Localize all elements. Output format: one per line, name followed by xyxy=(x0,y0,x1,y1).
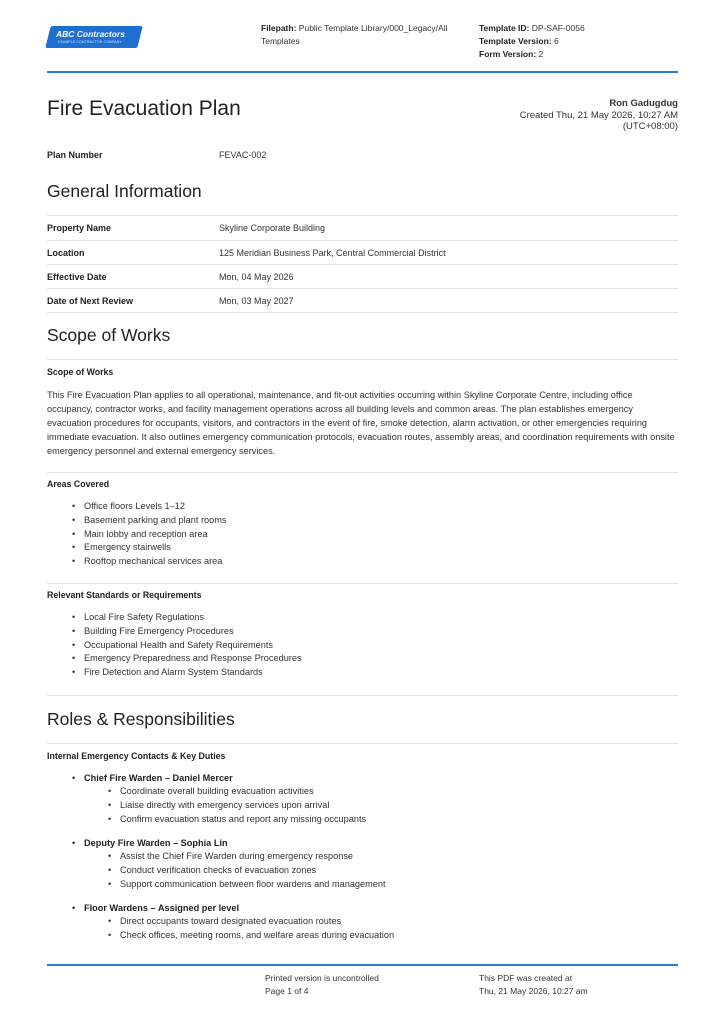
footer-left xyxy=(265,972,379,998)
info-row-next-review xyxy=(47,288,678,312)
info-row-location xyxy=(47,240,678,264)
role-duties xyxy=(47,915,647,943)
section-divider xyxy=(47,472,678,473)
form-version xyxy=(479,48,679,61)
creator-name: Ron Gadugdug xyxy=(609,98,678,109)
scope-subheading: Scope of Works xyxy=(47,367,114,377)
info-value: 125 Meridian Business Park, Central Commercial District xyxy=(219,248,446,258)
scope-paragraph: This Fire Evacuation Plan applies to all operational, maintenance, and fit-out activities occurring within Skyline Corporate Centre, including office occupancy, contractor works, and facility management operations across all building levels and common areas. The plan establishes emergency evacuation procedures for occupants, visitors, and contractors in the event of fire, smoke detection, alarm activation, or other emergencies requiring immediate evacuation. It also outlines emergency communication protocols, evacuation routes, assembly areas, and coordination requirements with onsite emergency personnel and external emergency services. xyxy=(47,390,675,456)
list-item: • Check offices, meeting rooms, and welfare areas during evacuation xyxy=(47,929,647,943)
areas-covered-label: Areas Covered xyxy=(47,479,110,489)
page-header xyxy=(0,0,725,74)
role-title: • Floor Wardens – Assigned per level xyxy=(47,901,647,915)
role-floor-wardens xyxy=(47,901,647,943)
list-item: • Occupational Health and Safety Requirements xyxy=(47,639,302,653)
created-timezone: (UTC+08:00) xyxy=(622,121,678,132)
list-item: • Emergency stairwells xyxy=(47,541,227,555)
list-item: • Assist the Chief Fire Warden during emergency response xyxy=(47,850,647,864)
list-item: • Confirm evacuation status and report any missing occupants xyxy=(47,813,647,827)
footer-divider xyxy=(47,964,678,966)
list-item: • Office floors Levels 1–12 xyxy=(47,500,227,514)
info-label: Effective Date xyxy=(47,272,107,282)
list-item: • Coordinate overall building evacuation activities xyxy=(47,785,647,799)
list-item: • Support communication between floor wardens and management xyxy=(47,878,647,892)
section-divider xyxy=(47,583,678,584)
plan-number-row xyxy=(47,143,678,167)
logo-tagline: EXAMPLE CONTRACTOR COMPANY xyxy=(58,40,122,44)
list-item: • Emergency Preparedness and Response Procedures xyxy=(47,652,302,666)
info-row-property-name xyxy=(47,215,678,239)
list-item: • Local Fire Safety Regulations xyxy=(47,611,302,625)
scope-of-works-heading: Scope of Works xyxy=(47,325,171,345)
info-row-effective-date xyxy=(47,264,678,288)
header-divider xyxy=(47,71,678,73)
list-item: • Fire Detection and Alarm System Standards xyxy=(47,666,302,680)
filepath xyxy=(261,22,471,47)
areas-covered-list xyxy=(47,500,227,569)
plan-number-value: FEVAC-002 xyxy=(219,150,267,160)
filepath-value: Public Template Library/000_Legacy/All Templates xyxy=(261,23,448,46)
template-version-label: Template Version: xyxy=(479,36,552,46)
created-info xyxy=(458,98,678,133)
company-logo xyxy=(48,26,140,50)
filepath-label: Filepath: xyxy=(261,23,297,33)
roles-heading: Roles & Responsibilities xyxy=(47,709,235,729)
list-item: • Building Fire Emergency Procedures xyxy=(47,625,302,639)
relevant-standards-list xyxy=(47,611,302,680)
role-duties xyxy=(47,785,647,826)
form-version-value: 2 xyxy=(538,49,544,59)
section-divider xyxy=(47,312,678,313)
info-label: Location xyxy=(47,248,85,258)
template-id xyxy=(479,22,679,35)
created-date: Created Thu, 21 May 2026, 10:27 AM xyxy=(519,109,678,121)
role-deputy-fire-warden xyxy=(47,836,647,891)
section-divider xyxy=(47,695,678,696)
info-label: Date of Next Review xyxy=(47,296,134,306)
list-item: • Conduct verification checks of evacuation zones xyxy=(47,864,647,878)
footer-right xyxy=(479,972,588,998)
section-divider xyxy=(47,743,678,744)
relevant-standards-label: Relevant Standards or Requirements xyxy=(47,590,202,600)
list-item: • Direct occupants toward designated evacuation routes xyxy=(47,915,647,929)
list-item: • Rooftop mechanical services area xyxy=(47,555,227,569)
info-label: Property Name xyxy=(47,223,112,233)
page-number: Page 1 of 4 xyxy=(265,986,309,996)
section-divider xyxy=(47,359,678,360)
template-id-value: DP-SAF-0056 xyxy=(531,23,585,33)
form-version-label: Form Version: xyxy=(479,49,537,59)
role-duties xyxy=(47,850,647,891)
template-info xyxy=(479,22,679,61)
info-value: Mon, 03 May 2027 xyxy=(219,296,294,306)
logo-name: ABC Contractors xyxy=(56,29,125,39)
role-title: • Deputy Fire Warden – Sophia Lin xyxy=(47,836,647,850)
role-chief-fire-warden xyxy=(47,771,647,826)
template-version-value: 6 xyxy=(553,36,559,46)
info-value: Skyline Corporate Building xyxy=(219,223,326,233)
pdf-created-label: This PDF was created at xyxy=(479,973,573,983)
document-title: Fire Evacuation Plan xyxy=(47,97,241,120)
info-value: Mon, 04 May 2026 xyxy=(219,272,294,282)
pdf-created-date: Thu, 21 May 2026, 10:27 am xyxy=(479,986,588,996)
list-item: • Liaise directly with emergency services upon arrival xyxy=(47,799,647,813)
uncontrolled-notice: Printed version is uncontrolled xyxy=(265,973,379,983)
list-item: • Basement parking and plant rooms xyxy=(47,514,227,528)
template-version xyxy=(479,35,679,48)
template-id-label: Template ID: xyxy=(479,23,530,33)
role-title: • Chief Fire Warden – Daniel Mercer xyxy=(47,771,647,785)
list-item: • Main lobby and reception area xyxy=(47,528,227,542)
roles-subheading: Internal Emergency Contacts & Key Duties xyxy=(47,751,226,761)
general-information-heading: General Information xyxy=(47,181,202,201)
plan-number-label: Plan Number xyxy=(47,150,103,160)
